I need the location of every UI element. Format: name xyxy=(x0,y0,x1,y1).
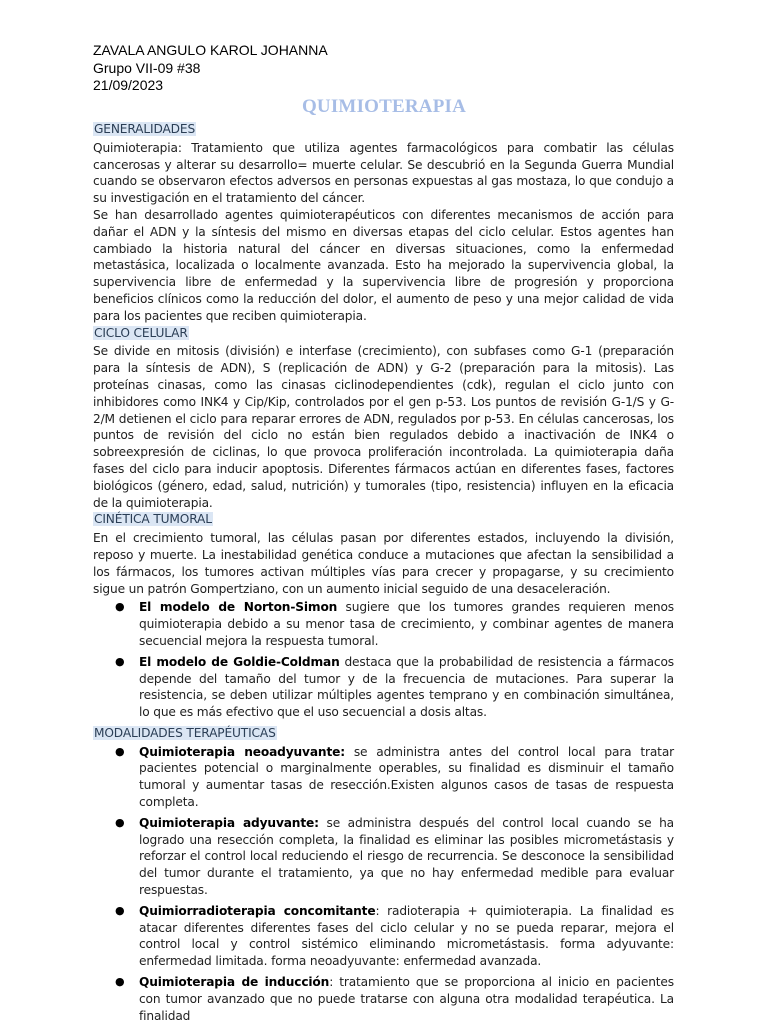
list-item xyxy=(93,599,674,649)
bullet-icon: ● xyxy=(115,600,125,614)
author-name: ZAVALA ANGULO KAROL JOHANNA xyxy=(93,42,328,58)
paragraph: Se divide en mitosis (división) e interfase (crecimiento), con subfases como G-1 (preparación para la síntesis de ADN), S (replicación de ADN) y G-2 (preparación para la mitosis). Las proteínas cinasas, como las cinasas ciclinodependientes (cdk), regulan el ciclo junto con inhibidores como INK4 y Cip/Kip, controlados por el gen p-53. Los puntos de revisión G-1/S y G-2/M detienen el ciclo para reparar errores de ADN, regulados por p-53. En células cancerosas, los puntos de revisión del ciclo no están bien regulados debido a inactivación de INK4 o sobreexpresión de ciclinas, lo que provoca proliferación incontrolada. La quimioterapia daña fases del ciclo para inducir apoptosis. Diferentes fármacos actúan en diferentes fases, factores biológicos (género, edad, salud, nutrición) y tumorales (tipo, resistencia) influyen en la eficacia de la quimioterapia. xyxy=(93,344,674,510)
list-item-text: : tratamiento que se proporciona al inicio en pacientes con tumor avanzado que no puede tratarse con alguna otra modalidad terapéutica. La finalidad xyxy=(139,975,674,1023)
list-item xyxy=(93,974,674,1024)
list-item-term: El modelo de Norton-Simon xyxy=(139,600,338,615)
bullet-icon: ● xyxy=(115,903,125,917)
paragraph: Se han desarrollado agentes quimioterapéuticos con diferentes mecanismos de acción para dañar el ADN y la síntesis del mismo en diversas etapas del ciclo celular. Estos agentes han cambiado la historia natural del cáncer en diversas situaciones, como la enfermedad metastásica, localizada o localmente avanzada. Esto ha mejorado la supervivencia global, la supervivencia libre de enfermedad y la supervivencia libre de progresión y proporciona beneficios clínicos como la reducción del dolor, el aumento de peso y una mejor calidad de vida para los pacientes que reciben quimioterapia. xyxy=(93,207,674,323)
list-item-text: se administra después del control local cuando se ha logrado una resección completa, la finalidad es eliminar las posibles micrometástasis y reforzar el control local reduciendo el riesgo de recurrencia. Se desconoce la sensibilidad del tumor durante el tratamiento, ya que no hay enfermedad medible para evaluar respuestas. xyxy=(139,815,674,898)
list-item xyxy=(93,744,674,811)
bullet-icon: ● xyxy=(115,815,125,829)
bullet-icon: ● xyxy=(115,975,125,989)
list-item-text: destaca que la probabilidad de resistencia a fármacos depende del tamaño del tumor y de la frecuencia de mutaciones. Para superar la resistencia, se deben utilizar múltiples agentes temprano y en combinación simultánea, lo que es más efectivo que el uso secuencial a dosis altas. xyxy=(139,654,674,720)
section-heading-ciclo-celular: CICLO CELULAR xyxy=(94,325,188,340)
paragraph: Quimioterapia: Tratamiento que utiliza agentes farmacológicos para combatir las células cancerosas y alterar su desarrollo= muerte celular. Se descubrió en la Segunda Guerra Mundial cuando se observaron efectos adversos en personas expuestas al gas mostaza, lo que condujo a su investigación en el tratamiento del cáncer. xyxy=(93,140,674,206)
document-body xyxy=(93,121,674,1028)
list-item-term: Quimiorradioterapia concomitante xyxy=(139,903,376,918)
bullet-icon: ● xyxy=(115,744,125,758)
section-heading-modalidades: MODALIDADES TERAPÉUTICAS xyxy=(94,725,276,740)
list-item-term: Quimioterapia neoadyuvante: xyxy=(139,744,345,759)
document-date: 21/09/2023 xyxy=(93,77,164,93)
section-heading-generalidades: GENERALIDADES xyxy=(94,122,196,136)
group-label: Grupo VII-09 #38 xyxy=(93,59,201,76)
list-item-term: Quimioterapia adyuvante: xyxy=(139,815,319,830)
bullet-list-cinetica xyxy=(93,599,674,721)
list-item-text: sugiere que los tumores grandes requieren menos quimioterapia debido a su menor tasa de crecimiento, y combinar agentes de manera secuencial mejora la respuesta tumoral. xyxy=(139,600,675,648)
section-heading-cinetica-tumoral: CINÉTICA TUMORAL xyxy=(94,512,212,527)
list-item-term: Quimioterapia de inducción xyxy=(139,975,330,990)
paragraph: En el crecimiento tumoral, las células pasan por diferentes estados, incluyendo la división, reposo y muerte. La inestabilidad genética conduce a mutaciones que afectan la sensibilidad a los fármacos, los tumores activan múltiples vías para crecer y propagarse, y su crecimiento sigue un patrón Gompertziano, con un aumento inicial seguido de una desaceleración. xyxy=(93,531,674,596)
document-header xyxy=(93,42,328,95)
list-item xyxy=(93,815,674,899)
bullet-list-modalidades xyxy=(93,744,674,1025)
list-item-text: se administra antes del control local para tratar pacientes potencial o marginalmente operables, su finalidad es disminuir el tamaño tumoral y aumentar tasas de resección.Existen algunos casos de tasas de respuesta completa. xyxy=(139,744,674,810)
list-item-term: El modelo de Goldie-Coldman xyxy=(139,654,340,669)
list-item-text: : radioterapia + quimioterapia. La finalidad es atacar diferentes diferentes fases del ciclo celular y no se pueda reparar, mejora el control local y control sistémico eliminando micrometástasis. forma adyuvante: enfermedad limitada. forma neoadyuvante: enfermedad avanzada. xyxy=(139,903,674,969)
document-title: QUIMIOTERAPIA xyxy=(301,96,467,117)
list-item xyxy=(93,654,674,721)
bullet-icon: ● xyxy=(115,654,125,668)
list-item xyxy=(93,903,674,970)
